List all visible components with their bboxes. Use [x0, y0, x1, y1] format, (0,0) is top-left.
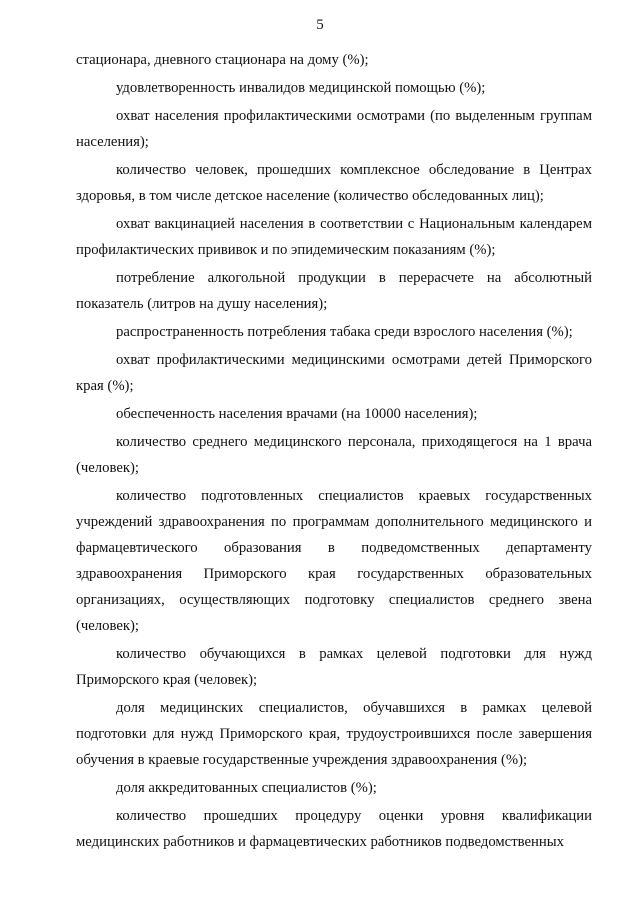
paragraph: распространенность потребления табака среди взрослого населения (%); [116, 324, 573, 340]
paragraph: охват профилактическими медицинскими осмотрами детей Приморского края (%); [76, 352, 592, 394]
paragraph: доля аккредитованных специалистов (%); [116, 780, 377, 796]
paragraph: удовлетворенность инвалидов медицинской помощью (%); [116, 80, 486, 96]
paragraph: обеспеченность населения врачами (на 10000 населения); [116, 406, 478, 422]
paragraph: охват вакцинацией населения в соответствии с Национальным календарем профилактических прививок и по эпидемическим показаниям (%); [76, 216, 592, 258]
paragraph: потребление алкогольной продукции в перерасчете на абсолютный показатель (литров на душу населения); [76, 270, 592, 312]
paragraph: количество среднего медицинского персонала, приходящегося на 1 врача (человек); [76, 434, 592, 476]
paragraph: количество человек, прошедших комплексное обследование в Центрах здоровья, в том числе детское население (количество обследованных лиц); [76, 162, 592, 204]
document-body [76, 47, 592, 857]
page-number: 5 [316, 17, 324, 33]
paragraph: доля медицинских специалистов, обучавшихся в рамках целевой подготовки для нужд Приморского края, трудоустроившихся после завершения обучения в краевые государственные учреждения здравоохранения (%); [76, 700, 592, 768]
paragraph: количество прошедших процедуру оценки уровня квалификации медицинских работников и фармацевтических работников подведомственных [76, 808, 592, 850]
paragraph: стационара, дневного стационара на дому (%); [76, 52, 369, 68]
paragraph: количество обучающихся в рамках целевой подготовки для нужд Приморского края (человек); [76, 646, 592, 688]
paragraph: количество подготовленных специалистов краевых государственных учреждений здравоохранения по программам дополнительного медицинского и фармацевтического образования в подведомственных департаменту здравоохранения Приморского края государственных образовательных организациях, осуществляющих подготовку специалистов среднего звена (человек); [76, 488, 592, 634]
paragraph: охват населения профилактическими осмотрами (по выделенным группам населения); [76, 108, 592, 150]
